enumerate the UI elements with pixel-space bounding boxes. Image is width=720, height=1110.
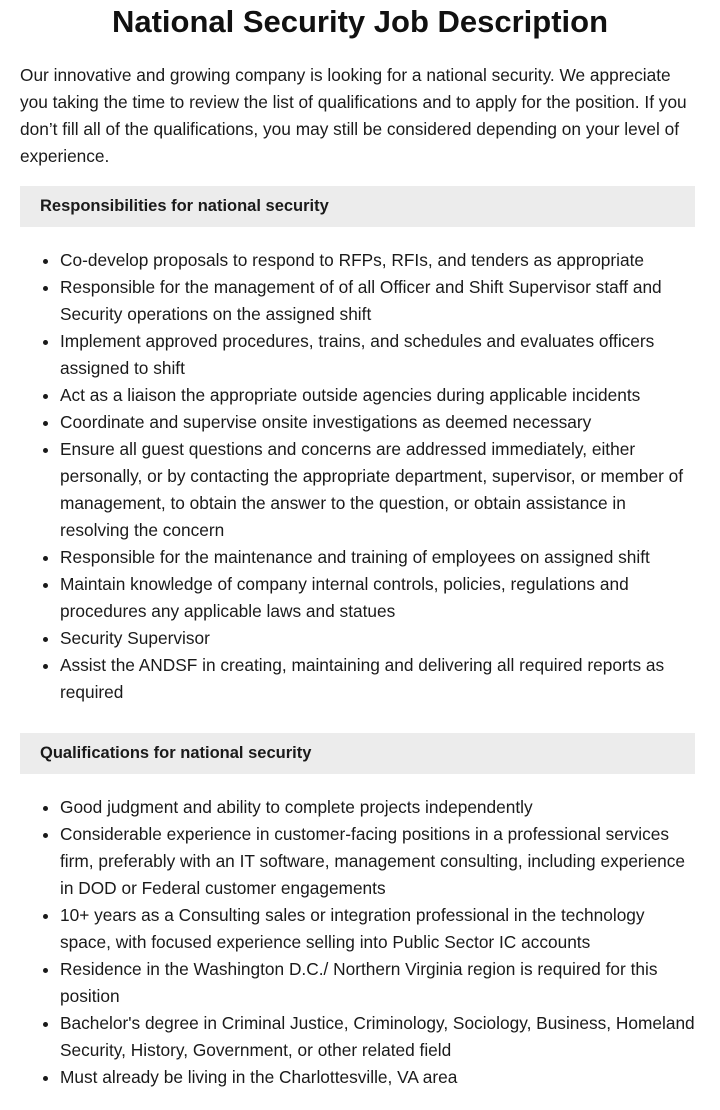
list-item: • Good judgment and ability to complete projects independently	[60, 794, 695, 821]
qualifications-heading: Qualifications for national security	[20, 733, 695, 774]
responsibilities-heading: Responsibilities for national security	[20, 186, 695, 227]
list-item: • Ensure all guest questions and concerns are addressed immediately, either personally, or by contacting the appropriate department, supervisor, or member of management, to obtain the answer to the question, or obtain assistance in resolving the concern	[60, 436, 695, 544]
list-item: • Considerable experience in customer-facing positions in a professional services firm, preferably with an IT software, management consulting, including experience in DOD or Federal customer engagements	[60, 821, 695, 902]
list-item: • 10+ years as a Consulting sales or integration professional in the technology space, with focused experience selling into Public Sector IC accounts	[60, 902, 695, 956]
intro-paragraph: Our innovative and growing company is looking for a national security. We appreciate you taking the time to review the list of qualifications and to apply for the position. If you don’t fill all of the qualifications, you may still be considered depending on your level of experience.	[20, 65, 687, 166]
list-item: • Bachelor's degree in Criminal Justice, Criminology, Sociology, Business, Homeland Security, History, Government, or other related field	[60, 1010, 695, 1064]
list-item: • Act as a liaison the appropriate outside agencies during applicable incidents	[60, 382, 695, 409]
list-item: • Coordinate and supervise onsite investigations as deemed necessary	[60, 409, 695, 436]
list-item: • Maintain knowledge of company internal controls, policies, regulations and procedures any applicable laws and statues	[60, 571, 695, 625]
list-item: • Responsible for the maintenance and training of employees on assigned shift	[60, 544, 695, 571]
list-item: • Assist the ANDSF in creating, maintaining and delivering all required reports as required	[60, 652, 695, 706]
list-item: • Implement approved procedures, trains, and schedules and evaluates officers assigned to shift	[60, 328, 695, 382]
list-item: • Residence in the Washington D.C./ Northern Virginia region is required for this position	[60, 956, 695, 1010]
qualifications-list	[20, 794, 695, 1091]
list-item: • Co-develop proposals to respond to RFPs, RFIs, and tenders as appropriate	[60, 247, 695, 274]
list-item: • Security Supervisor	[60, 625, 695, 652]
responsibilities-list	[20, 247, 695, 706]
page-title: National Security Job Description	[111, 4, 609, 39]
list-item: • Responsible for the management of of all Officer and Shift Supervisor staff and Security operations on the assigned shift	[60, 274, 695, 328]
list-item: • Must already be living in the Charlottesville, VA area	[60, 1064, 695, 1091]
